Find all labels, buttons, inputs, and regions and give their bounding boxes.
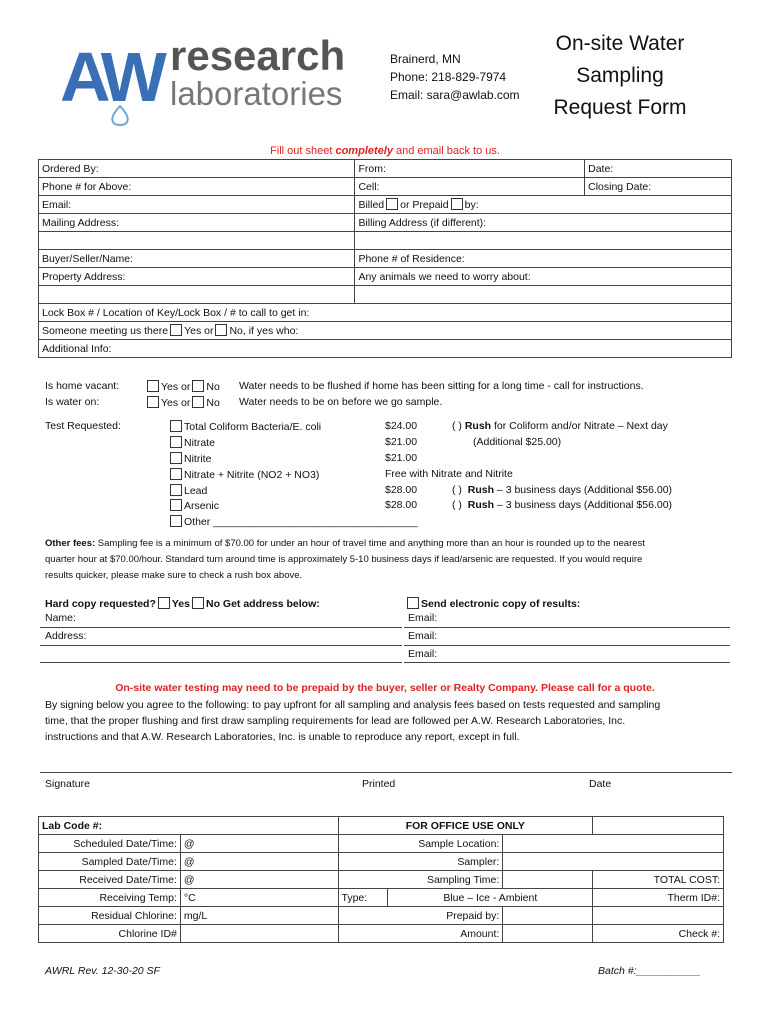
billing-type [355,196,732,214]
lab-code[interactable]: Lab Code #: [39,817,339,835]
form-title [540,28,700,124]
residual-chlorine-label: Residual Chlorine: [39,907,181,925]
vacant-label: Is home vacant: [45,380,120,392]
printed-label: Printed [362,778,396,790]
email-2[interactable]: Email: [408,630,438,642]
sampling-time-value[interactable] [503,871,593,889]
office-top-right [593,817,724,835]
rush-paren: ( ) [452,420,465,432]
electronic-label: Send electronic copy of results: [421,598,581,610]
price-2: $21.00 [385,452,418,464]
test-name: Nitrite [184,453,212,465]
prepaid-by-label: Prepaid by: [338,907,503,925]
top-info-table [38,159,732,358]
test-name: Arsenic [184,500,220,512]
test-item-0[interactable] [168,420,321,433]
fees-line-2: quarter hour at $70.00/hour. Standard turn around time is approximately 5-10 business days if lead/arsenic are requested. If you would require [45,554,643,565]
price-5: $28.00 [385,499,418,511]
test-item-6[interactable] [168,515,418,528]
closing-date-field[interactable]: Closing Date: [585,178,732,196]
address: Brainerd, MN [390,52,461,66]
instruction-post: and email back to us. [392,145,500,157]
email: Email: sara@awlab.com [390,88,520,102]
rush-desc: – 3 business days (Additional $56.00) [494,499,673,511]
water-note: Water needs to be on before we go sample. [239,396,443,408]
agree-line-2: time, that the proper flushing and first draw sampling requirements for lead are followed per A.W. Research Laboratories, Inc. [45,715,626,727]
agreement-text [45,697,745,745]
price-1: $21.00 [385,436,418,448]
flush-note: Water needs to be flushed if home has been sitting for a long time - call for instructions. [239,380,644,392]
instruction-pre: Fill out sheet [270,145,336,157]
buyer-field[interactable]: Buyer/Seller/Name: [39,250,355,268]
hard-no-checkbox[interactable] [192,597,204,609]
price-4: $28.00 [385,484,418,496]
address-label: Address: [45,630,87,642]
lockbox-field[interactable]: Lock Box # / Location of Key/Lock Box / # to call to get in: [39,304,732,322]
logo-laboratories: laboratories [170,75,343,112]
ordered-by-field[interactable]: Ordered By: [39,160,355,178]
animals-line2[interactable] [355,286,732,304]
logo-aw: AW [60,38,161,116]
test-requested-label: Test Requested: [45,420,121,432]
test-name: Other ___________________________________ [184,516,418,528]
scheduled-at[interactable]: @ [180,835,338,853]
water-no-checkbox[interactable] [192,396,204,408]
therm-id-label: Therm ID#: [593,889,724,907]
test-checkbox[interactable] [170,468,182,480]
rush-paren: ( ) [452,499,462,511]
title-line-3: Request Form [553,96,687,119]
electronic-checkbox[interactable] [407,597,419,609]
hard-yes-label: Yes [171,598,190,610]
sampler-value[interactable] [503,853,724,871]
test-checkbox[interactable] [170,452,182,464]
test-name: Lead [184,485,208,497]
rush-option-1-additional: (Additional $25.00) [473,436,562,448]
receiving-temp-label: Receiving Temp: [39,889,181,907]
prepaid-checkbox[interactable] [451,198,463,210]
received-label: Received Date/Time: [39,871,181,889]
instruction-emph: completely [335,145,393,157]
water-on-label: Is water on: [45,396,100,408]
agree-line-3: instructions and that A.W. Research Laboratories, Inc. is unable to reproduce any report, except in full. [45,731,520,743]
from-field[interactable]: From: [355,160,585,178]
billed-checkbox[interactable] [386,198,398,210]
vacant-yes-checkbox[interactable] [147,380,159,392]
water-yes-checkbox[interactable] [147,396,159,408]
instruction [0,145,770,157]
chlorine-id-value[interactable] [180,925,338,943]
rush-word: Rush [464,420,492,432]
email-field[interactable]: Email: [39,196,355,214]
test-name: Nitrate + Nitrite (NO2 + NO3) [184,469,320,481]
mailing-address-line2[interactable] [39,232,355,250]
sampled-label: Sampled Date/Time: [39,853,181,871]
water-no-label: No [206,397,220,409]
by-label: by: [464,199,479,211]
title-line-1: On-site Water [555,32,685,55]
property-address-line2[interactable] [39,286,355,304]
meeting-no-label: No, if yes who: [229,325,299,337]
logo-drop-icon [105,104,135,128]
name-label: Name: [45,612,76,624]
prepaid-notice: On-site water testing may need to be prepaid by the buyer, seller or Realty Company. Please call for a quote. [115,682,655,694]
test-item-2[interactable] [168,452,211,465]
meeting-label: Someone meeting us there [42,325,169,337]
rush-option-3[interactable] [452,499,672,511]
rush-paren: ( ) [452,484,462,496]
vacant-options [145,380,220,393]
test-item-5[interactable] [168,499,219,512]
test-checkbox[interactable] [170,420,182,432]
vacant-yes-label: Yes or [161,381,191,393]
other-fees [45,536,745,584]
fees-line-3: results quicker, please make sure to check a rush box above. [45,570,303,581]
meeting-yes-checkbox[interactable] [170,324,182,336]
check-label: Check #: [593,925,724,943]
date-field[interactable]: Date: [585,160,732,178]
type-options[interactable]: Blue – Ice - Ambient [388,889,593,907]
billed-label: Billed [358,199,385,211]
rush-desc: – 3 business days (Additional $56.00) [494,484,673,496]
test-item-3[interactable] [168,468,319,481]
phone-above-field[interactable]: Phone # for Above: [39,178,355,196]
test-checkbox[interactable] [170,515,182,527]
total-cost-label: TOTAL COST: [593,871,724,889]
office-use-table [38,816,724,943]
signature-label: Signature [45,778,90,790]
test-name: Nitrate [184,437,215,449]
hard-copy-label: Hard copy requested? [45,598,156,610]
rush-word: Rush [467,499,495,511]
rush-option-2[interactable] [452,484,672,496]
sampler-label: Sampler: [338,853,503,871]
price-0: $24.00 [385,420,418,432]
electronic-copy-row [405,597,580,610]
batch: Batch #:___________ [598,965,701,977]
cell-field[interactable]: Cell: [355,178,585,196]
vacant-no-checkbox[interactable] [192,380,204,392]
office-title: FOR OFFICE USE ONLY [338,817,593,835]
meeting-field [39,322,732,340]
price-3: Free with Nitrate and Nitrite [385,468,513,480]
hard-copy-row [45,597,320,610]
phone: Phone: 218-829-7974 [390,70,507,84]
scheduled-label: Scheduled Date/Time: [39,835,181,853]
hard-yes-checkbox[interactable] [158,597,170,609]
test-checkbox[interactable] [170,436,182,448]
water-yes-label: Yes or [161,397,191,409]
vacant-no-label: No [206,381,220,393]
rush-word: Rush [467,484,495,496]
receiving-temp-unit[interactable]: °C [180,889,338,907]
sampled-at[interactable]: @ [180,853,338,871]
water-on-options [145,396,220,409]
billing-address-field[interactable]: Billing Address (if different): [355,214,732,232]
test-item-4[interactable] [168,484,207,497]
sampling-time-label: Sampling Time: [338,871,503,889]
blank-cell [593,907,724,925]
mailing-address-field[interactable]: Mailing Address: [39,214,355,232]
revision: AWRL Rev. 12-30-20 SF [45,965,160,977]
rush-desc: for Coliform and/or Nitrate – Next day [491,420,668,432]
phone-residence-field[interactable]: Phone # of Residence: [355,250,732,268]
received-at[interactable]: @ [180,871,338,889]
type-label: Type: [338,889,388,907]
contact-block [390,50,520,104]
sample-location-label: Sample Location: [338,835,503,853]
additional-info-field[interactable]: Additional Info: [39,340,732,358]
residual-chlorine-unit[interactable]: mg/L [180,907,338,925]
agree-line-1: By signing below you agree to the following: to pay upfront for all sampling and analysis fees based on tests requested and sampling [45,699,661,711]
test-checkbox[interactable] [170,484,182,496]
email-1[interactable]: Email: [408,612,438,624]
amount-label: Amount: [338,925,503,943]
meeting-yes-label: Yes or [184,325,214,337]
billing-address-line2[interactable] [355,232,732,250]
property-address-field[interactable]: Property Address: [39,268,355,286]
logo-research: research [170,32,346,79]
fees-line-1: Sampling fee is a minimum of $70.00 for under an hour of travel time and anything more than an hour is rounded up to the nearest [95,538,645,549]
get-address-label: Get address below: [219,598,320,610]
test-item-1[interactable] [168,436,215,449]
test-checkbox[interactable] [170,499,182,511]
rush-option-1[interactable] [452,420,668,432]
animals-field[interactable]: Any animals we need to worry about: [355,268,732,286]
date-label: Date [589,778,612,790]
title-line-2: Sampling [576,64,664,87]
email-3[interactable]: Email: [408,648,438,660]
test-name: Total Coliform Bacteria/E. coli [184,421,322,433]
meeting-no-checkbox[interactable] [215,324,227,336]
chlorine-id-label: Chlorine ID# [39,925,181,943]
prepaid-label: or Prepaid [400,199,449,211]
sample-location-value[interactable] [503,835,724,853]
amount-value[interactable] [503,925,593,943]
fees-label: Other fees: [45,538,96,549]
hard-no-label: No [205,598,220,610]
prepaid-by-value[interactable] [503,907,593,925]
